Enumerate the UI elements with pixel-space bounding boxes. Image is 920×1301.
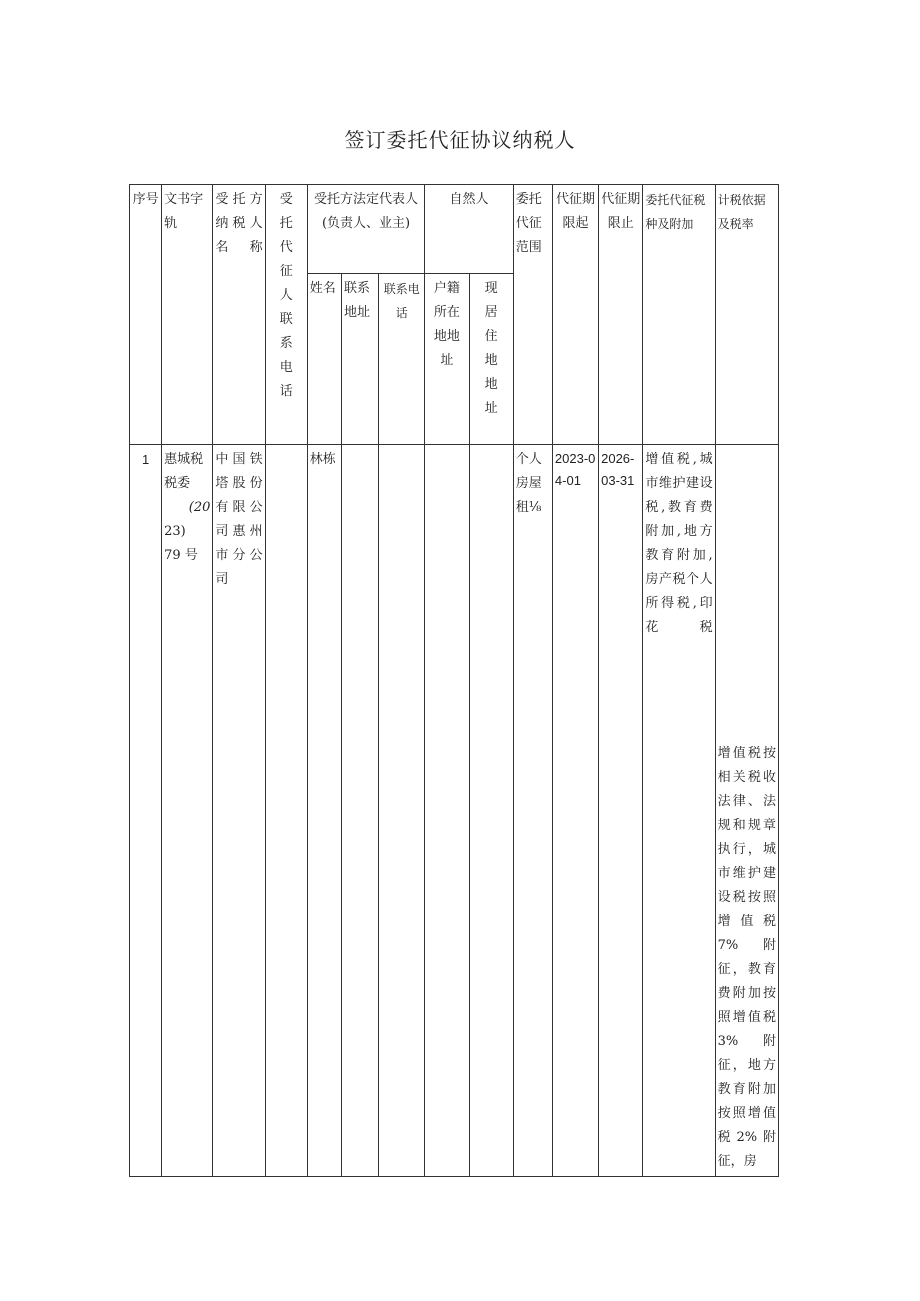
header-seq: 序号 bbox=[130, 185, 162, 445]
cell-period-end: 2026-03-31 bbox=[599, 445, 643, 1177]
page-title: 签订委托代征协议纳税人 bbox=[344, 128, 576, 152]
header-natural-person: 自然人 bbox=[425, 185, 513, 274]
header-taxpayer-name: 受托方纳税人名称 bbox=[213, 185, 265, 445]
header-scope: 委托代征范围 bbox=[513, 185, 552, 445]
cell-scope: 个人房屋租⅛ bbox=[513, 445, 552, 1177]
doc-no-line2: (20 bbox=[188, 500, 211, 516]
header-period-end: 代征期限止 bbox=[599, 185, 643, 445]
header-rep-phone: 联系电话 bbox=[379, 273, 425, 445]
cell-agent-phone bbox=[265, 445, 307, 1177]
cell-rep-address bbox=[341, 445, 378, 1177]
cell-seq: 1 bbox=[130, 445, 162, 1177]
cell-rep-phone bbox=[379, 445, 425, 1177]
doc-no-line1: 惠城税税委 bbox=[164, 452, 204, 492]
header-agent-phone: 受托代征人联系电话 bbox=[265, 185, 307, 445]
header-rep-name: 姓名 bbox=[307, 273, 341, 445]
header-tax-types: 委托代征税种及附加 bbox=[643, 185, 715, 445]
header-rep-address: 联系地址 bbox=[341, 273, 378, 445]
header-row bbox=[130, 185, 779, 274]
cell-rep-name: 林栋 bbox=[307, 445, 341, 1177]
header-period-start: 代征期限起 bbox=[552, 185, 598, 445]
header-residence-address: 现居住地地址 bbox=[469, 273, 513, 445]
cell-basis bbox=[715, 445, 778, 1177]
header-doc-no: 文书字轨 bbox=[162, 185, 213, 445]
basis-text: 增值税按相关税收法律、法规和规章执行，城市维护建设税按照增值税7%附征，教育费附加按照增值税3%附征，地方教育附加按照增值税2%附征，房 bbox=[717, 746, 776, 1169]
taxpayer-table bbox=[129, 184, 779, 1177]
header-basis: 计税依据及税率 bbox=[715, 185, 778, 445]
cell-period-start: 2023-04-01 bbox=[552, 445, 598, 1177]
cell-taxpayer-name: 中国铁塔股份有限公司惠州市分公司 bbox=[213, 445, 265, 1177]
doc-no-line3: 23) bbox=[164, 524, 186, 540]
doc-no-line4: 79 号 bbox=[164, 548, 198, 564]
cell-residence-address bbox=[469, 445, 513, 1177]
header-household-address: 户籍所在地地址 bbox=[425, 273, 469, 445]
header-legal-rep: 受托方法定代表人(负责人、业主) bbox=[307, 185, 425, 274]
table-row bbox=[130, 445, 779, 1177]
cell-tax-types: 增值税,城市维护建设税,教育费附加,地方教育附加,房产税个人所得税,印花税 bbox=[643, 445, 715, 1177]
cell-doc-no bbox=[162, 445, 213, 1177]
cell-household-address bbox=[425, 445, 469, 1177]
